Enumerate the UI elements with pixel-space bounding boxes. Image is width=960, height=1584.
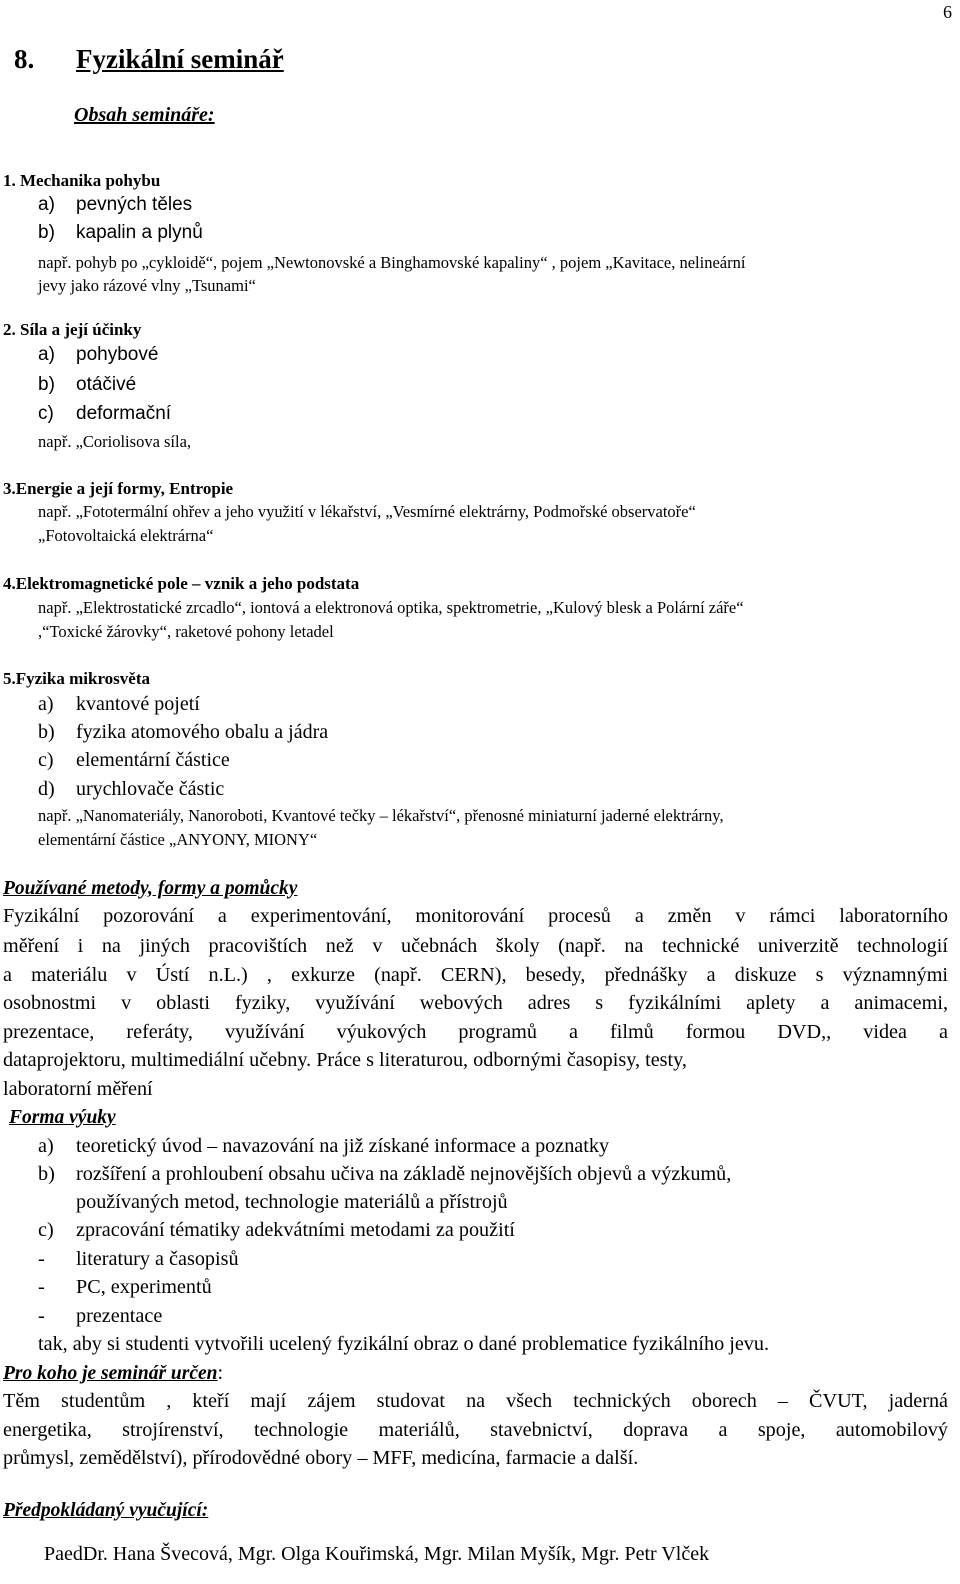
list-item: b) fyzika atomového obalu a jádra xyxy=(38,721,329,743)
paragraph-line: laboratorní měření xyxy=(3,1078,153,1100)
teachers-heading: Předpokládaný vyučující: xyxy=(3,1500,209,1521)
paragraph-line: Fyzikální pozorování a experimentování, monitorování procesů a změn v rámci laboratorního xyxy=(3,905,948,927)
list-item: b) otáčivé xyxy=(38,374,137,395)
paragraph-line: osobnostmi v oblasti fyziky, využívání webových adres s fyzikálními aplety a animacemi, xyxy=(3,992,948,1014)
paragraph-line: dataprojektoru, multimediální učebny. Práce s literaturou, odbornými časopisy, testy, xyxy=(3,1049,687,1071)
example-text: elementární částice „ANYONY, MIONY“ xyxy=(38,830,318,849)
section-1-title: 1. Mechanika pohybu xyxy=(3,171,161,190)
example-text: např. „Elektrostatické zrcadlo“, iontová a elektronová optika, spektrometrie, „Kulový blesk a Polární záře“ xyxy=(38,598,744,617)
example-text: ,“Toxické žárovky“, raketové pohony letadel xyxy=(38,622,334,641)
list-item: b) kapalin a plynů xyxy=(38,222,203,243)
forma-heading: Forma výuky xyxy=(9,1107,116,1128)
list-item: d) urychlovače částic xyxy=(38,778,225,800)
paragraph-line: prezentace, referáty, využívání výukových programů a filmů formou DVD,, videa a xyxy=(3,1021,948,1043)
paragraph-line: energetika, strojírenství, technologie materiálů, stavebnictví, doprava a spoje, automobilový xyxy=(3,1419,948,1441)
list-item: a) teoretický úvod – navazování na již získané informace a poznatky xyxy=(38,1135,610,1157)
paragraph-line: měření i na jiných pracovištích než v učebnách školy (např. na technické univerzitě technologií xyxy=(3,935,948,957)
paragraph-line: a materiálu v Ústí n.L.) , exkurze (např. CERN), besedy, přednášky a diskuze s významnými xyxy=(3,964,948,986)
list-item: c) zpracování tématiky adekvátními metodami za použití xyxy=(38,1219,515,1241)
section-2-title: 2. Síla a její účinky xyxy=(3,320,142,339)
chapter-title: Fyzikální seminář xyxy=(76,44,284,74)
section-5-title: 5.Fyzika mikrosvěta xyxy=(3,669,151,688)
list-item: a) pevných těles xyxy=(38,194,193,215)
section-3-title: 3.Energie a její formy, Entropie xyxy=(3,479,234,498)
list-item: - PC, experimentů xyxy=(38,1276,212,1298)
methods-heading: Používané metody, formy a pomůcky xyxy=(3,878,298,899)
list-item: c) deformační xyxy=(38,403,172,424)
teachers-names: PaedDr. Hana Švecová, Mgr. Olga Kouřimská, Mgr. Milan Myšík, Mgr. Petr Vlček xyxy=(44,1543,710,1565)
audience-heading: Pro koho je seminář určen xyxy=(3,1363,218,1384)
audience-heading-row: Pro koho je seminář určen: xyxy=(3,1362,224,1384)
paragraph-line: Těm studentům , kteří mají zájem studovat na všech technických oborech – ČVUT, jaderná xyxy=(3,1390,948,1412)
chapter-number: 8. xyxy=(14,44,35,74)
example-text: např. „Nanomateriály, Nanoroboti, Kvantové tečky – lékařství“, přenosné miniaturní jaderné elektrárny, xyxy=(38,806,724,825)
closing-text: tak, aby si studenti vytvořili ucelený fyzikální obraz o dané problematice fyzikálního jevu. xyxy=(38,1333,770,1355)
paragraph-line: průmysl, zemědělství), přírodovědné obory – MFF, medicína, farmacie a další. xyxy=(3,1447,639,1469)
contents-heading: Obsah semináře: xyxy=(74,104,215,126)
list-item: c) elementární částice xyxy=(38,749,230,771)
list-item: - prezentace xyxy=(38,1305,163,1327)
page-title xyxy=(14,44,284,75)
list-item: - literatury a časopisů xyxy=(38,1248,239,1270)
list-item: a) pohybové xyxy=(38,344,159,365)
example-text: např. „Coriolisova síla, xyxy=(38,432,192,451)
example-text: např. pohyb po „cykloidě“, pojem „Newtonovské a Binghamovské kapaliny“ , pojem „Kavitace, nelineární xyxy=(38,253,746,272)
example-text: např. „Fototermální ohřev a jeho využití v lékařství, „Vesmírné elektrárny, Podmořské observatoře“ xyxy=(38,502,696,521)
list-item: používaných metod, technologie materiálů a přístrojů xyxy=(76,1191,508,1213)
list-item: a) kvantové pojetí xyxy=(38,693,200,715)
page-number: 6 xyxy=(943,2,952,22)
example-text: „Fotovoltaická elektrárna“ xyxy=(38,526,214,545)
list-item: b) rozšíření a prohloubení obsahu učiva na základě nejnovějších objevů a výzkumů, xyxy=(38,1163,732,1185)
example-text: jevy jako rázové vlny „Tsunami“ xyxy=(38,276,256,295)
section-4-title: 4.Elektromagnetické pole – vznik a jeho podstata xyxy=(3,574,360,593)
